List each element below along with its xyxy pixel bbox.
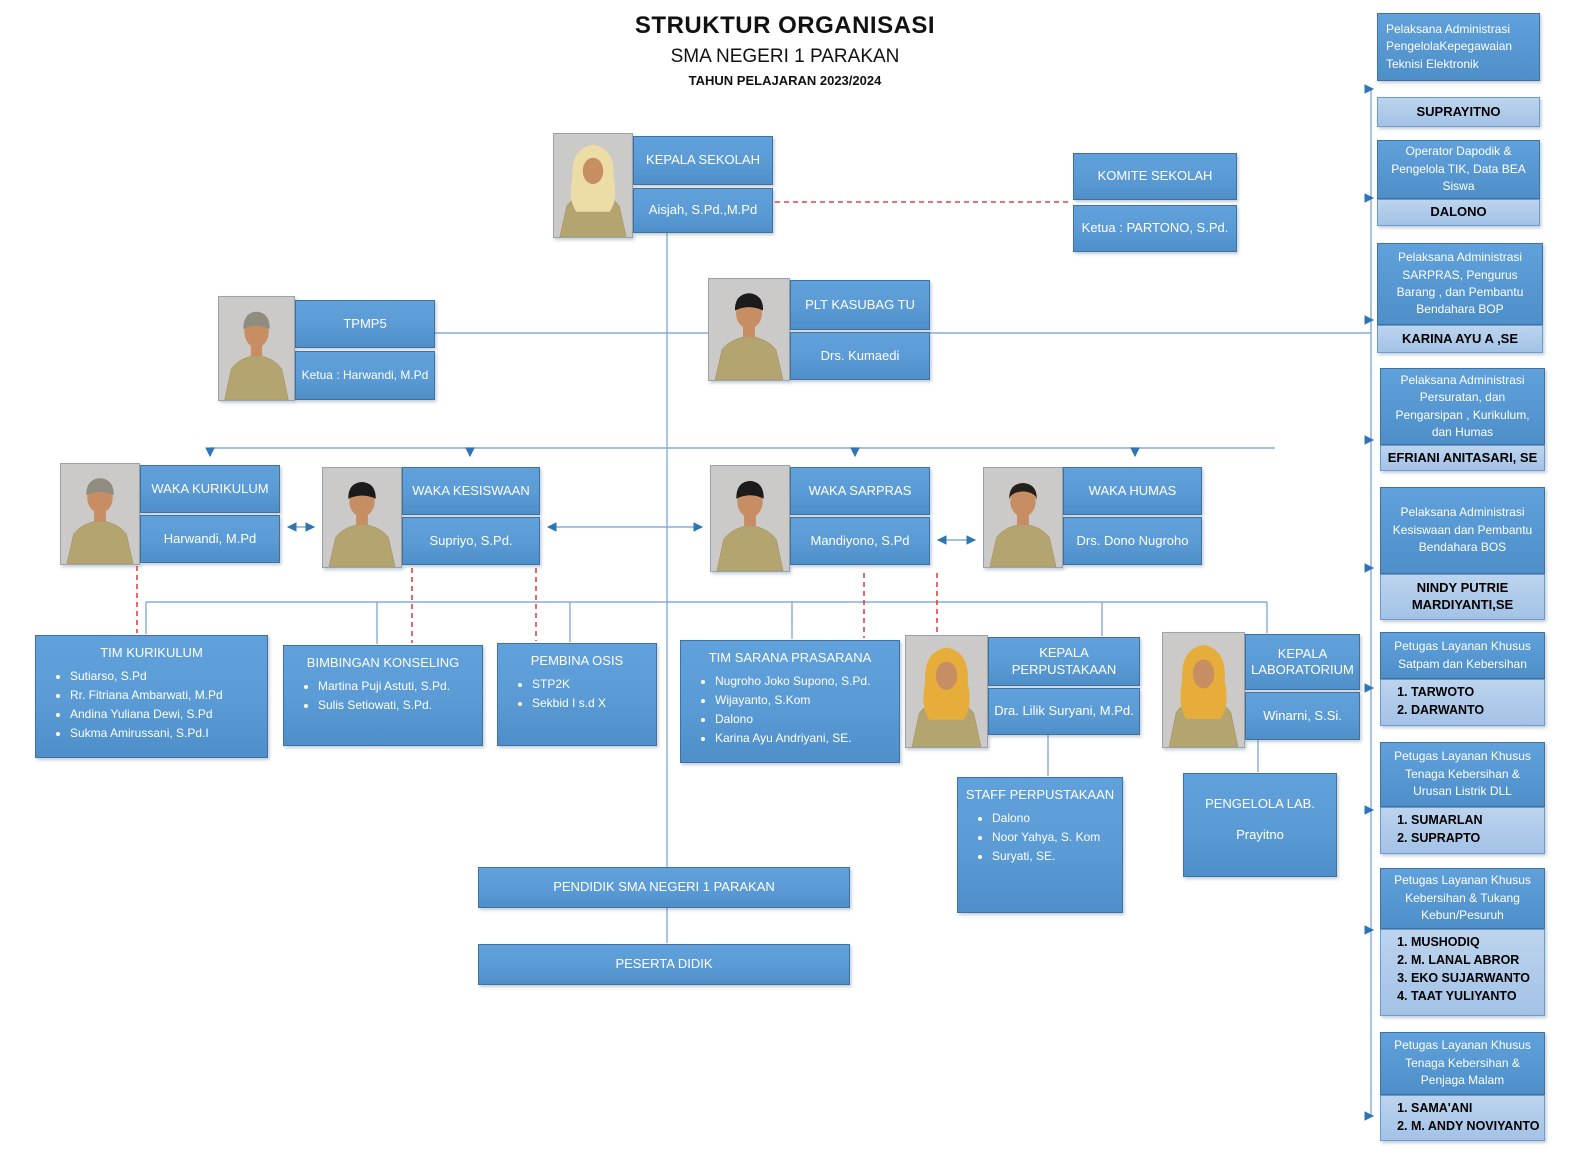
pengelola-lab-title: PENGELOLA LAB. xyxy=(1205,796,1315,811)
school-year: TAHUN PELAJARAN 2023/2024 xyxy=(688,73,882,88)
list-item: • Andina Yuliana Dewi, S.Pd xyxy=(70,707,267,721)
list-item: 2. SUPRAPTO xyxy=(1411,831,1544,845)
staff-name-1: DALONO xyxy=(1377,199,1540,226)
list-item: • Sukma Amirussani, S.Pd.I xyxy=(70,726,267,740)
list-item: • Wijayanto, S.Kom xyxy=(715,693,899,707)
staff-names-8 xyxy=(1380,1095,1545,1141)
staff-perpustakaan-title: STAFF PERPUSTAKAAN xyxy=(965,787,1115,802)
kepala-sekolah-name-box: Aisjah, S.Pd.,M.Pd xyxy=(633,188,773,233)
waka-humas-photo xyxy=(983,467,1063,568)
staff-name-0: SUPRAYITNO xyxy=(1377,97,1540,127)
kepala-laboratorium-title-box: KEPALA LABORATORIUM xyxy=(1245,634,1360,690)
staff-role-1: Operator Dapodik & Pengelola TIK, Data BEA Siswa xyxy=(1377,140,1540,199)
list-item: 1. MUSHODIQ xyxy=(1411,935,1544,949)
list-item: • Sutiarso, S.Pd xyxy=(70,669,267,683)
list-item: 1. SUMARLAN xyxy=(1411,813,1544,827)
staff-role-5: Petugas Layanan Khusus Satpam dan Kebersihan xyxy=(1380,632,1545,679)
list-item: 1. SAMA'ANI xyxy=(1411,1101,1544,1115)
pembina-osis-title: PEMBINA OSIS xyxy=(530,653,624,668)
school-name: SMA NEGERI 1 PARAKAN xyxy=(670,46,900,67)
list-item: 3. EKO SUJARWANTO xyxy=(1411,971,1544,985)
staff-name-3: EFRIANI ANITASARI, SE xyxy=(1380,445,1545,471)
kepala-laboratorium-name-box: Winarni, S.Si. xyxy=(1245,692,1360,740)
list-item: • Martina Puji Astuti, S.Pd. xyxy=(318,679,482,693)
chart-title-block xyxy=(490,12,1080,88)
list-item: • Sulis Setiowati, S.Pd. xyxy=(318,698,482,712)
staff-name-2: KARINA AYU A ,SE xyxy=(1377,325,1543,353)
waka-kesiswaan-name-box: Supriyo, S.Pd. xyxy=(402,517,540,565)
plt-kasubag-tu-name-box: Drs. Kumaedi xyxy=(790,332,930,380)
kepala-laboratorium-photo xyxy=(1162,632,1245,748)
waka-sarpras-name-box: Mandiyono, S.Pd xyxy=(790,517,930,565)
tim-sarana-prasarana-members xyxy=(681,674,899,745)
staff-role-0: Pelaksana Administrasi PengelolaKepegawaian Teknisi Elektronik xyxy=(1377,13,1540,81)
staff-role-8: Petugas Layanan Khusus Tenaga Kebersihan & Penjaga Malam xyxy=(1380,1032,1545,1095)
list-item: 2. M. LANAL ABROR xyxy=(1411,953,1544,967)
list-item: • Nugroho Joko Supono, S.Pd. xyxy=(715,674,899,688)
list-item: • Dalono xyxy=(992,811,1122,825)
bimbingan-konseling-members xyxy=(284,679,482,712)
kepala-sekolah-title-box: KEPALA SEKOLAH xyxy=(633,136,773,185)
staff-name-4: NINDY PUTRIE MARDIYANTI,SE xyxy=(1380,574,1545,620)
staff-role-7: Petugas Layanan Khusus Kebersihan & Tukang Kebun/Pesuruh xyxy=(1380,868,1545,929)
staff-names-6 xyxy=(1380,807,1545,854)
waka-humas-name-box: Drs. Dono Nugroho xyxy=(1063,517,1202,565)
tpmp5-photo xyxy=(218,296,295,401)
list-item: 4. TAAT YULIYANTO xyxy=(1411,989,1544,1003)
waka-sarpras-title-box: WAKA SARPRAS xyxy=(790,467,930,515)
tim-sarana-prasarana-title: TIM SARANA PRASARANA xyxy=(708,650,872,665)
komite-sekolah-name-box: Ketua : PARTONO, S.Pd. xyxy=(1073,205,1237,252)
pendidik-box: PENDIDIK SMA NEGERI 1 PARAKAN xyxy=(478,867,850,908)
bimbingan-konseling-title: BIMBINGAN KONSELING xyxy=(306,655,460,670)
tim-kurikulum-members xyxy=(36,669,267,740)
list-item: • Suryati, SE. xyxy=(992,849,1122,863)
page-title: STRUKTUR ORGANISASI xyxy=(634,12,936,39)
pengelola-lab-box xyxy=(1183,773,1337,877)
list-item: • Dalono xyxy=(715,712,899,726)
staff-names-7 xyxy=(1380,929,1545,1016)
list-item: • Karina Ayu Andriyani, SE. xyxy=(715,731,899,745)
peserta-didik-box: PESERTA DIDIK xyxy=(478,944,850,985)
staff-perpustakaan-members xyxy=(958,811,1122,863)
pembina-osis-members xyxy=(498,677,656,710)
plt-kasubag-tu-photo xyxy=(708,278,790,381)
staff-role-4: Pelaksana Administrasi Kesiswaan dan Pembantu Bendahara BOS xyxy=(1380,487,1545,574)
komite-sekolah-title-box: KOMITE SEKOLAH xyxy=(1073,153,1237,200)
kepala-perpustakaan-name-box: Dra. Lilik Suryani, M.Pd. xyxy=(988,688,1140,735)
pengelola-lab-name: Prayitno xyxy=(1236,827,1284,842)
waka-sarpras-photo xyxy=(710,465,790,572)
staff-role-6: Petugas Layanan Khusus Tenaga Kebersihan & Urusan Listrik DLL xyxy=(1380,742,1545,807)
kepala-sekolah-photo xyxy=(553,133,633,238)
waka-humas-title-box: WAKA HUMAS xyxy=(1063,467,1202,515)
waka-kesiswaan-photo xyxy=(322,467,402,568)
waka-kurikulum-title-box: WAKA KURIKULUM xyxy=(140,465,280,513)
staff-role-2: Pelaksana Administrasi SARPRAS, Pengurus Barang , dan Pembantu Bendahara BOP xyxy=(1377,243,1543,325)
kepala-perpustakaan-title-box: KEPALA PERPUSTAKAAN xyxy=(988,637,1140,686)
list-item: 1. TARWOTO xyxy=(1411,685,1544,699)
staff-names-5 xyxy=(1380,679,1545,726)
list-item: • Noor Yahya, S. Kom xyxy=(992,830,1122,844)
pembina-osis-box xyxy=(497,643,657,746)
tim-sarana-prasarana-box xyxy=(680,640,900,763)
list-item: 2. DARWANTO xyxy=(1411,703,1544,717)
plt-kasubag-tu-title-box: PLT KASUBAG TU xyxy=(790,280,930,330)
waka-kurikulum-name-box: Harwandi, M.Pd xyxy=(140,515,280,563)
tpmp5-name-box: Ketua : Harwandi, M.Pd xyxy=(295,351,435,400)
tim-kurikulum-box xyxy=(35,635,268,758)
staff-role-3: Pelaksana Administrasi Persuratan, dan Pengarsipan , Kurikulum, dan Humas xyxy=(1380,368,1545,445)
waka-kurikulum-photo xyxy=(60,463,140,565)
staff-perpustakaan-box xyxy=(957,777,1123,913)
list-item: 2. M. ANDY NOVIYANTO xyxy=(1411,1119,1544,1133)
waka-kesiswaan-title-box: WAKA KESISWAAN xyxy=(402,467,540,515)
tpmp5-title-box: TPMP5 xyxy=(295,300,435,348)
kepala-perpustakaan-photo xyxy=(905,635,988,748)
list-item: • Rr. Fitriana Ambarwati, M.Pd xyxy=(70,688,267,702)
list-item: • STP2K xyxy=(532,677,656,691)
list-item: • Sekbid I s.d X xyxy=(532,696,656,710)
bimbingan-konseling-box xyxy=(283,645,483,746)
tim-kurikulum-title: TIM KURIKULUM xyxy=(100,645,203,660)
